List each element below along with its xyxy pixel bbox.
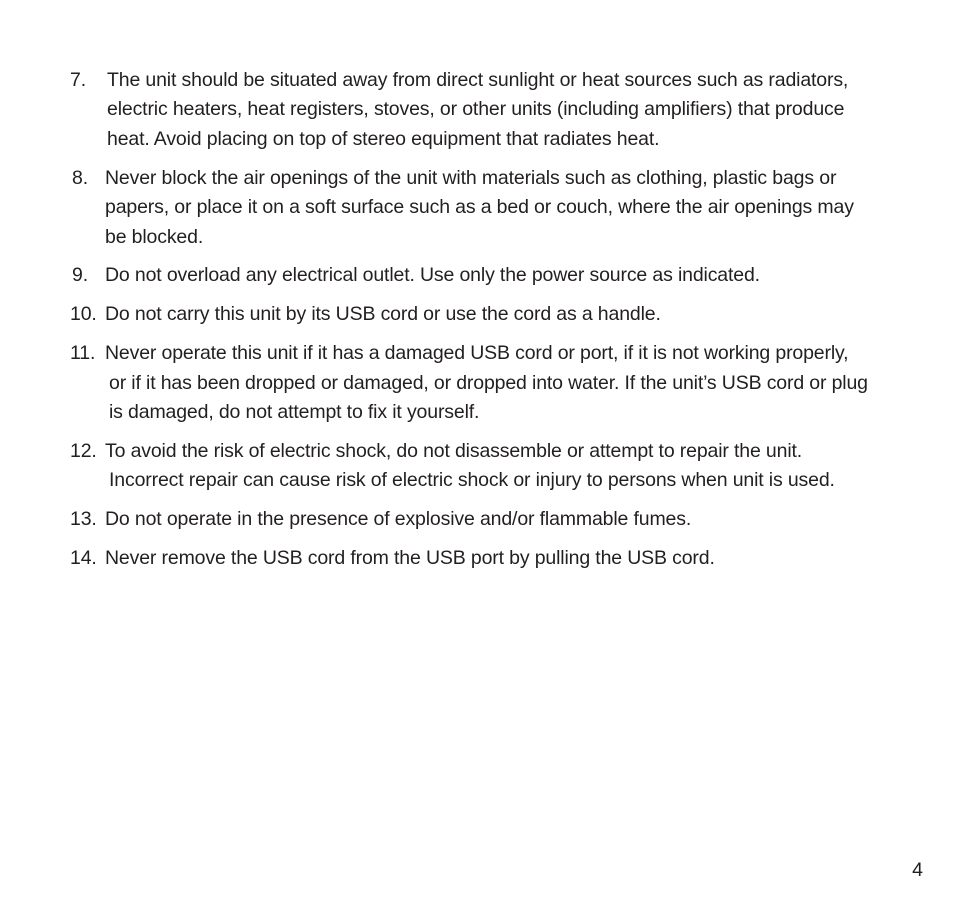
item-text: To avoid the risk of electric shock, do not disassemble or attempt to repair the unit. Incorrect repair can cause risk of electric shock or injury to persons when unit is used. xyxy=(105,439,835,492)
list-item-13 xyxy=(70,505,870,534)
page-number: 4 xyxy=(912,859,923,881)
instruction-list xyxy=(70,66,870,583)
item-number: 12. xyxy=(70,439,97,462)
list-item-10 xyxy=(70,300,870,329)
item-text: The unit should be situated away from direct sunlight or heat sources such as radiators, electric heaters, heat registers, stoves, or other units (including amplifiers) that produce heat. Avoid placing on top of stereo equipment that radiates heat. xyxy=(107,69,849,150)
item-number: 9. xyxy=(72,264,88,287)
list-item-8 xyxy=(70,164,870,252)
item-text: Never operate this unit if it has a damaged USB cord or port, if it is not working properly, or if it has been dropped or damaged, or dropped into water. If the unit’s USB cord or plug is damaged, do not attempt to fix it yourself. xyxy=(105,342,868,424)
item-number: 13. xyxy=(70,508,97,531)
item-text: Do not carry this unit by its USB cord or use the cord as a handle. xyxy=(105,303,661,326)
list-item-11 xyxy=(70,339,870,427)
item-text: Never block the air openings of the unit with materials such as clothing, plastic bags or papers, or place it on a soft surface such as a bed or couch, where the air openings may be blocked. xyxy=(105,166,854,248)
item-text: Do not operate in the presence of explosive and/or flammable fumes. xyxy=(105,508,692,531)
item-number: 7. xyxy=(70,69,86,91)
list-item-12 xyxy=(70,437,870,496)
item-text: Never remove the USB cord from the USB port by pulling the USB cord. xyxy=(105,547,715,570)
item-number: 14. xyxy=(70,547,97,570)
item-text: Do not overload any electrical outlet. Use only the power source as indicated. xyxy=(105,264,760,287)
item-number: 10. xyxy=(70,303,97,326)
list-item-9 xyxy=(70,261,870,290)
list-item-14 xyxy=(70,544,870,573)
list-item-7 xyxy=(70,66,870,154)
item-number: 8. xyxy=(72,166,88,189)
item-number: 11. xyxy=(70,342,96,365)
